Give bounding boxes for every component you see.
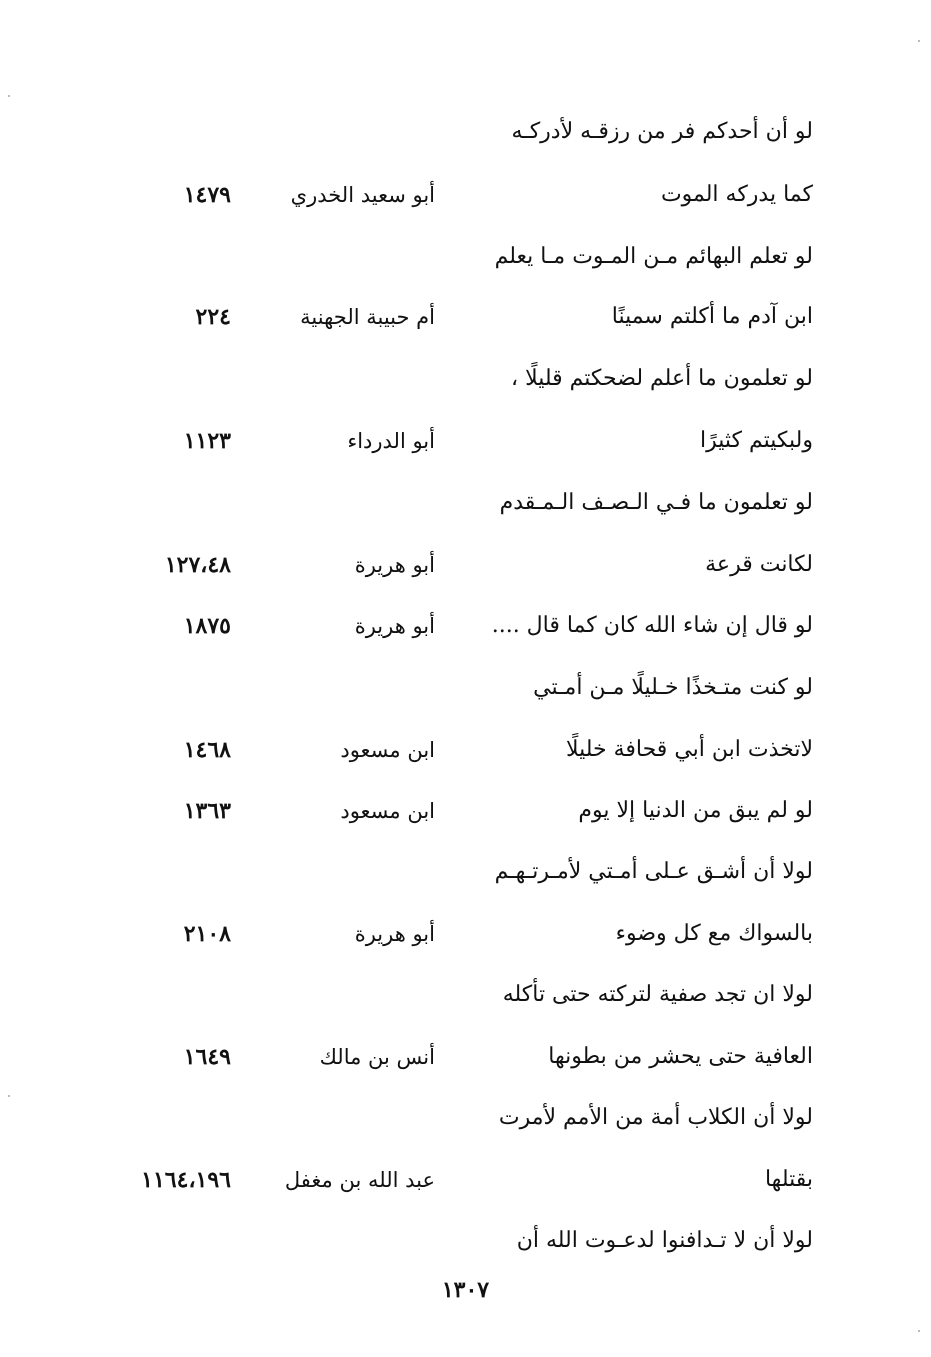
hadith-text: لو كنت متـخذًا خـليلًا مـن أمـتي [533,675,813,700]
narrator-name: ابن مسعود [340,738,435,762]
narrator-name: أبو هريرة [354,614,435,638]
hadith-reference-number: ١٦٤٩ [183,1044,231,1070]
hadith-row [0,975,931,1015]
hadith-row [0,421,931,461]
hadith-row [0,730,931,770]
hadith-row [0,1160,931,1200]
narrator-name: أنس بن مالك [319,1045,435,1069]
hadith-row [0,1098,931,1138]
hadith-row [0,1221,931,1261]
narrator-name: أبو هريرة [354,922,435,946]
hadith-reference-number: ١١٦٤،١٩٦ [141,1167,231,1193]
hadith-text: بالسواك مع كل وضوء [615,921,813,946]
narrator-name: أبو الدرداء [347,429,435,453]
scan-speck [918,1330,920,1332]
narrator-name: أم حبيبة الجهنية [300,305,435,329]
hadith-row [0,175,931,215]
hadith-row [0,852,931,892]
hadith-row [0,297,931,337]
hadith-text: بقتلها [764,1167,813,1192]
hadith-reference-number: ٢١٠٨ [183,921,231,947]
hadith-reference-number: ١٨٧٥ [183,613,231,639]
hadith-row [0,237,931,277]
hadith-row [0,914,931,954]
hadith-reference-number: ١٤٧٩ [183,182,231,208]
hadith-text: لولا أن الكلاب أمة من الأمم لأمرت [498,1105,813,1130]
hadith-row [0,483,931,523]
hadith-text: لو قال إن شاء الله كان كما قال .... [491,613,813,638]
hadith-text: لكانت قرعة [705,552,813,577]
hadith-text: لولا أن لا تـدافنوا لدعـوت الله أن [516,1228,813,1253]
scan-speck [918,40,920,42]
hadith-text: لولا أن أشـق عـلى أمـتي لأمـرتـهـم [494,859,813,884]
hadith-text: ولبكيتم كثيرًا [699,428,813,453]
narrator-name: أبو هريرة [354,553,435,577]
hadith-text: كما يدركه الموت [660,182,813,207]
hadith-text: لولا ان تجد صفية لتركته حتى تأكله [502,982,813,1007]
hadith-reference-number: ١١٢٣ [183,428,231,454]
page-number: ١٣٠٧ [441,1277,490,1303]
hadith-row [0,606,931,646]
hadith-row [0,112,931,152]
hadith-row [0,545,931,585]
hadith-text: لو تعلم البهائم مـن المـوت مـا يعلم [494,244,813,269]
hadith-text: العافية حتى يحشر من بطونها [548,1044,813,1069]
hadith-text: لاتخذت ابن أبي قحافة خليلًا [565,737,813,762]
hadith-reference-number: ١٢٧،٤٨ [164,552,231,578]
hadith-text: لو أن أحدكم فر من رزقـه لأدركـه [511,119,813,144]
scan-speck [8,95,10,97]
hadith-row [0,668,931,708]
hadith-reference-number: ١٤٦٨ [183,737,231,763]
hadith-row [0,791,931,831]
narrator-name: ابن مسعود [340,799,435,823]
hadith-text: لو تعلمون ما أعلم لضحكتم قليلًا ، [510,366,813,391]
hadith-text: لو تعلمون ما فـي الـصـف الـمـقدم [499,490,813,515]
hadith-row [0,1037,931,1077]
hadith-text: ابن آدم ما أكلتم سمينًا [611,304,813,329]
narrator-name: عبد الله بن مغفل [284,1168,435,1192]
scan-speck [8,1095,10,1097]
hadith-reference-number: ٢٢٤ [195,304,231,330]
hadith-reference-number: ١٣٦٣ [183,798,231,824]
hadith-text: لو لم يبق من الدنيا إلا يوم [578,798,813,823]
narrator-name: أبو سعيد الخدري [290,183,435,207]
hadith-row [0,359,931,399]
